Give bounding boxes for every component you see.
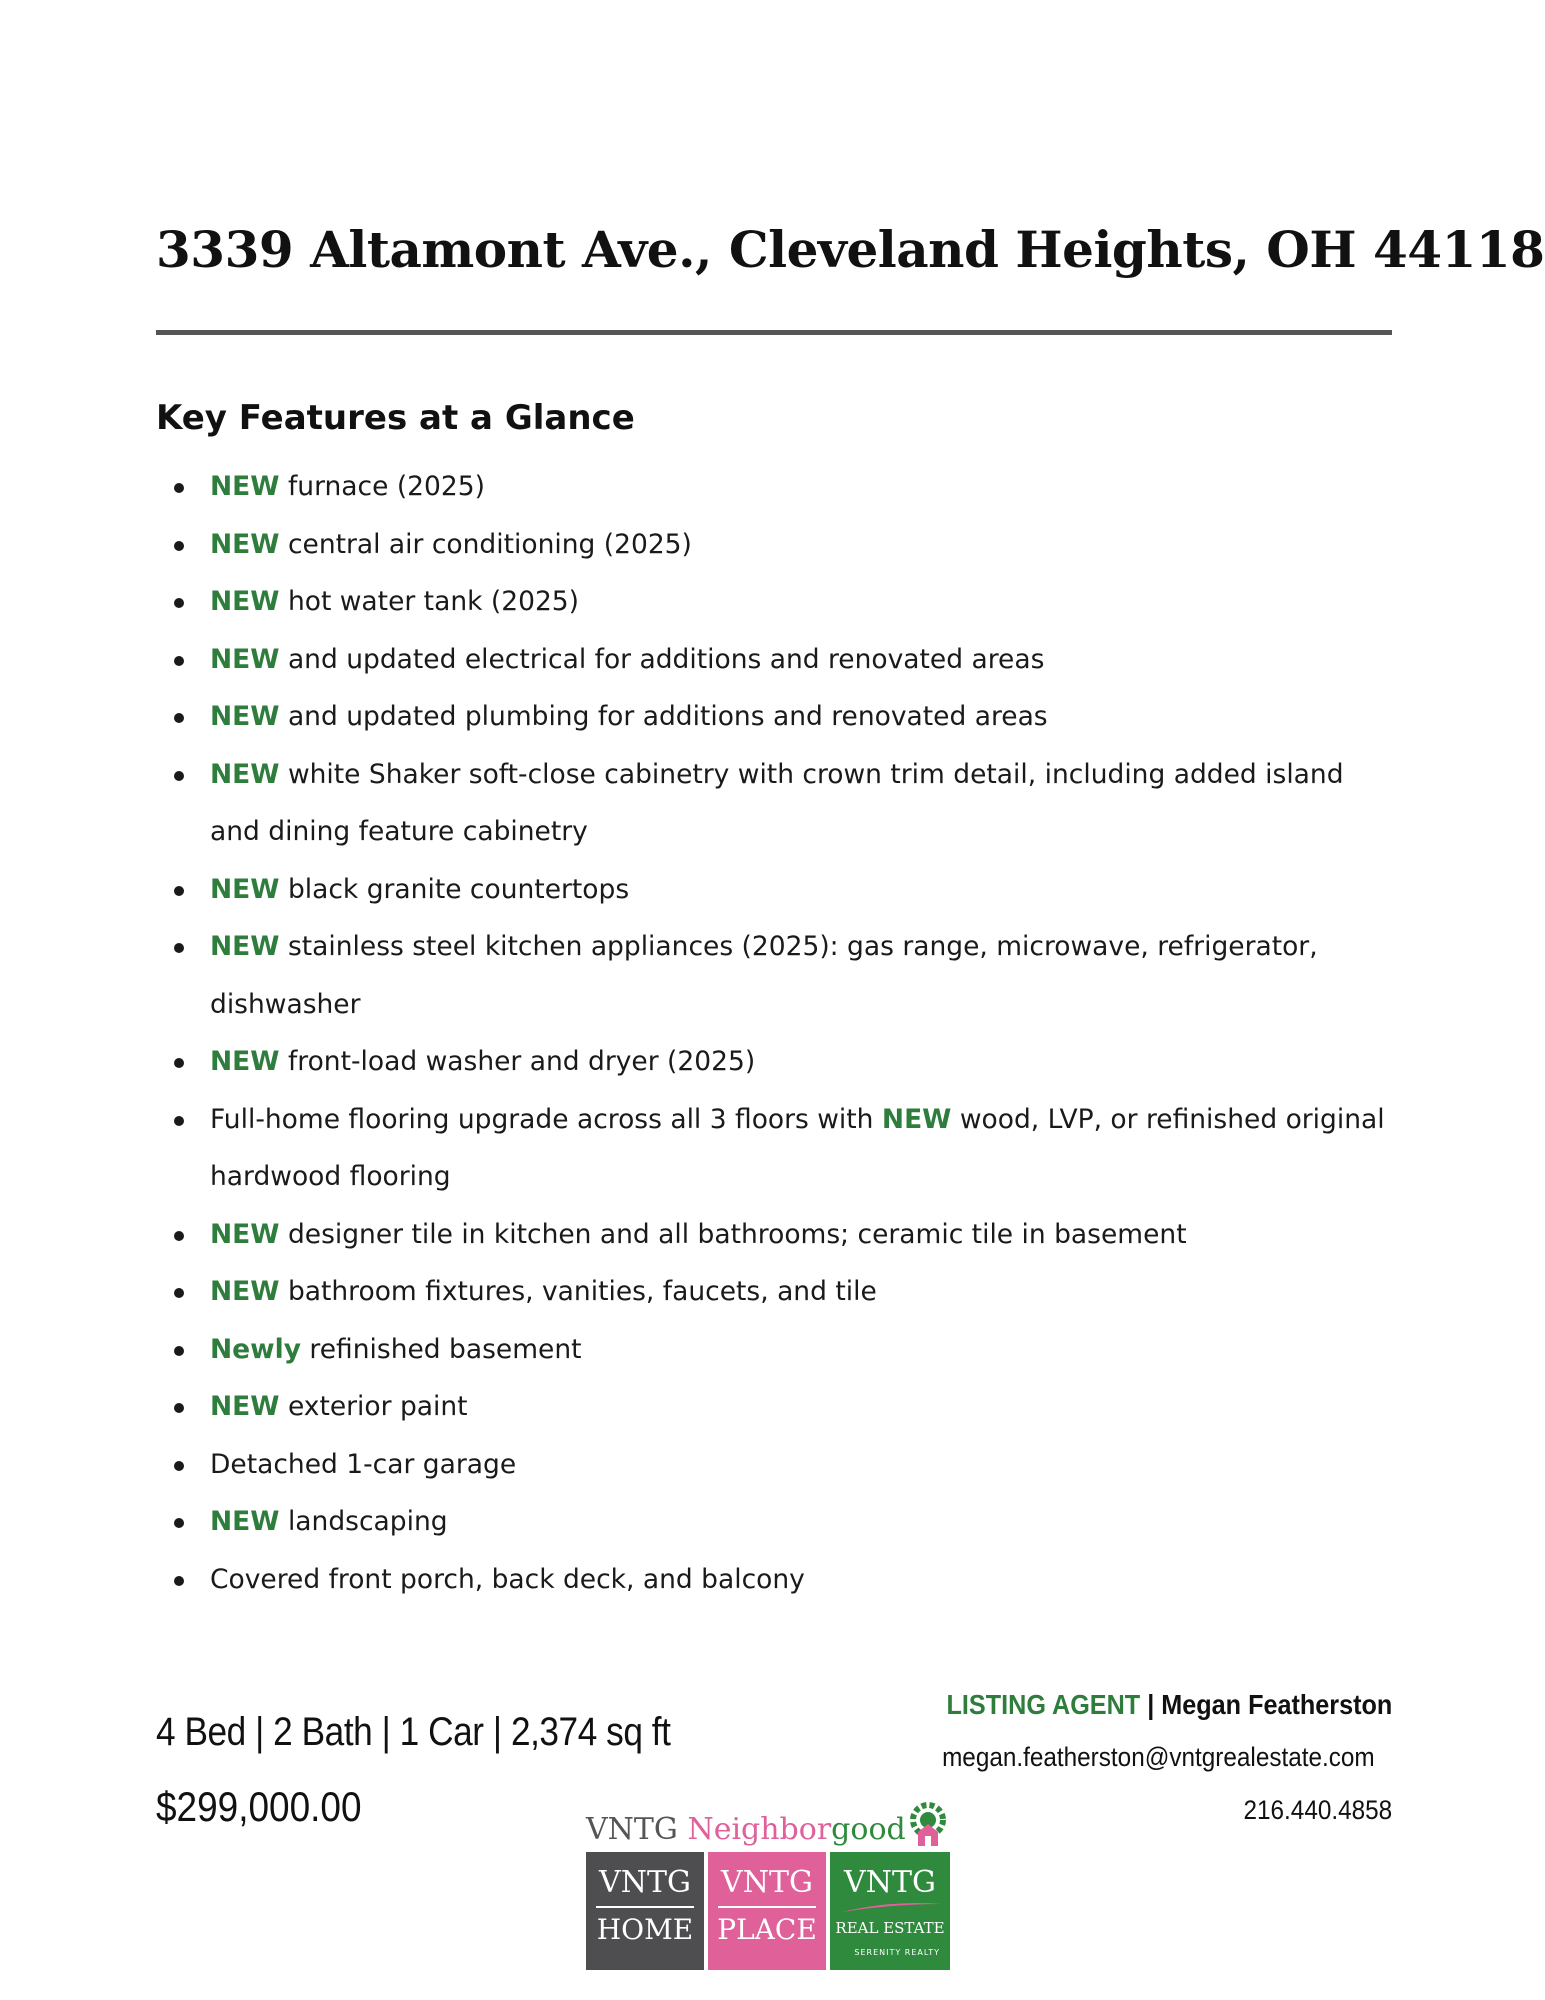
new-badge: NEW bbox=[210, 1218, 280, 1250]
feature-item bbox=[170, 688, 1400, 746]
new-badge: NEW bbox=[210, 1276, 280, 1307]
logo-tile-home-bottom: HOME bbox=[596, 1913, 694, 1946]
feature-text: refinished basement bbox=[301, 1333, 582, 1365]
features-list bbox=[170, 458, 1400, 1608]
feature-item bbox=[170, 861, 1400, 919]
feature-item bbox=[170, 746, 1400, 861]
new-badge: Newly bbox=[210, 1333, 301, 1365]
title-divider bbox=[156, 330, 1392, 335]
listing-agent-label: LISTING AGENT bbox=[946, 1689, 1140, 1720]
feature-item bbox=[170, 573, 1400, 631]
agent-email[interactable]: megan.featherston@vntgrealestate.com bbox=[942, 1742, 1375, 1772]
logo-tile-re-top: VNTG bbox=[844, 1865, 936, 1900]
logo-tile-place-top: VNTG bbox=[721, 1865, 813, 1900]
new-badge: NEW bbox=[210, 931, 280, 962]
new-badge: NEW bbox=[210, 643, 280, 675]
new-badge: NEW bbox=[210, 1046, 280, 1077]
feature-text: stainless steel kitchen appliances (2025): gas range, microwave, refrigerator, dishwasher bbox=[210, 931, 1318, 1020]
new-badge: NEW bbox=[210, 528, 280, 560]
new-badge: NEW bbox=[210, 1391, 280, 1422]
feature-item bbox=[170, 516, 1400, 574]
feature-text: landscaping bbox=[279, 1506, 448, 1537]
feature-text: central air conditioning (2025) bbox=[279, 528, 692, 560]
feature-item bbox=[170, 1378, 1400, 1436]
feature-item bbox=[170, 1206, 1400, 1264]
logo-tile-re-bottom: REAL ESTATE bbox=[835, 1919, 945, 1937]
logo-tile-divider bbox=[596, 1906, 694, 1908]
feature-text-pre: Covered front porch, back deck, and balcony bbox=[210, 1563, 805, 1595]
features-heading: Key Features at a Glance bbox=[156, 398, 635, 438]
feature-text: bathroom fixtures, vanities, faucets, and tile bbox=[279, 1276, 877, 1307]
new-badge: NEW bbox=[210, 873, 280, 905]
feature-item bbox=[170, 1263, 1400, 1321]
listing-agent-line bbox=[946, 1689, 1392, 1721]
logo-wordmark-part2: Neighbor bbox=[687, 1812, 832, 1847]
logo-tile-real-estate bbox=[830, 1852, 950, 1970]
agent-separator: | bbox=[1139, 1689, 1161, 1720]
new-badge: NEW bbox=[210, 701, 280, 732]
feature-text: white Shaker soft-close cabinetry with crown trim detail, including added island and dining feature cabinetry bbox=[210, 758, 1344, 847]
feature-text: exterior paint bbox=[279, 1391, 468, 1422]
property-address-title: 3339 Altamont Ave., Cleveland Heights, OH 44118 bbox=[156, 220, 1545, 279]
logo-wordmark-part3: good bbox=[831, 1812, 906, 1847]
feature-text: designer tile in kitchen and all bathrooms; ceramic tile in basement bbox=[279, 1218, 1187, 1250]
feature-text: front-load washer and dryer (2025) bbox=[279, 1046, 756, 1077]
logo-wordmark-part1: VNTG bbox=[586, 1812, 688, 1847]
new-badge: NEW bbox=[210, 1506, 280, 1537]
feature-text: hot water tank (2025) bbox=[279, 586, 579, 617]
new-badge: NEW bbox=[210, 471, 280, 502]
feature-text-pre: Full-home flooring upgrade across all 3 floors with bbox=[210, 1103, 882, 1135]
feature-text: furnace (2025) bbox=[279, 471, 485, 502]
property-stats: 4 Bed | 2 Bath | 1 Car | 2,374 sq ft bbox=[156, 1710, 671, 1754]
logo-tile-divider bbox=[718, 1906, 816, 1908]
feature-item bbox=[170, 1091, 1400, 1206]
feature-text: and updated electrical for additions and renovated areas bbox=[279, 643, 1045, 675]
feature-item bbox=[170, 1033, 1400, 1091]
new-badge: NEW bbox=[210, 586, 280, 617]
feature-item bbox=[170, 918, 1400, 1033]
feature-item bbox=[170, 631, 1400, 689]
agent-phone[interactable]: 216.440.4858 bbox=[1243, 1795, 1392, 1825]
property-price: $299,000.00 bbox=[156, 1783, 362, 1830]
tree-house-icon bbox=[904, 1802, 952, 1848]
logo-tile-re-small: SERENITY REALTY bbox=[854, 1948, 940, 1957]
feature-item bbox=[170, 1321, 1400, 1379]
feature-item bbox=[170, 1551, 1400, 1609]
feature-text: wood, LVP, or refinished original hardwood flooring bbox=[210, 1103, 1385, 1192]
logo-tile-place-bottom: PLACE bbox=[717, 1913, 817, 1946]
feature-item bbox=[170, 1493, 1400, 1551]
logo-tiles bbox=[586, 1852, 950, 1970]
feature-item bbox=[170, 1436, 1400, 1494]
feature-text: black granite countertops bbox=[279, 873, 630, 905]
new-badge: NEW bbox=[210, 758, 280, 790]
logo-tile-place bbox=[708, 1852, 826, 1970]
vntg-logo bbox=[586, 1802, 950, 1972]
new-badge: NEW bbox=[881, 1103, 952, 1135]
swoosh-icon bbox=[842, 1900, 942, 1914]
feature-text: and updated plumbing for additions and renovated areas bbox=[279, 701, 1048, 732]
feature-item bbox=[170, 458, 1400, 516]
logo-tile-home bbox=[586, 1852, 704, 1970]
agent-name: Megan Featherston bbox=[1160, 1689, 1392, 1720]
feature-text-pre: Detached 1-car garage bbox=[210, 1448, 517, 1480]
logo-wordmark bbox=[586, 1812, 906, 1847]
logo-tile-home-top: VNTG bbox=[599, 1865, 691, 1900]
